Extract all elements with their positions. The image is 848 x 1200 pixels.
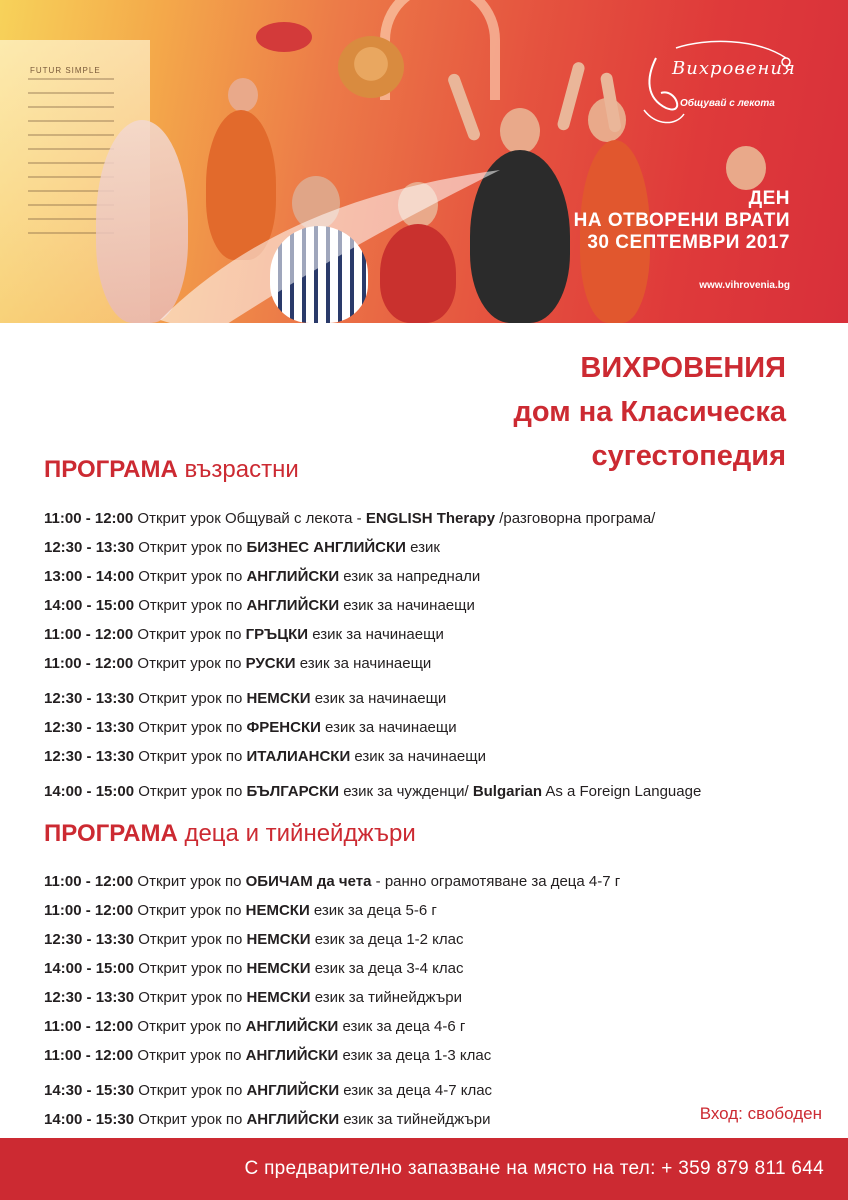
- straw-hat: [256, 22, 312, 52]
- schedule-text: Открит урок по: [133, 873, 246, 890]
- schedule-text: Открит урок по: [133, 626, 246, 643]
- schedule-row: [44, 902, 437, 919]
- raised-arm: [556, 61, 586, 132]
- schedule-language: АНГЛИЙСКИ: [246, 568, 340, 585]
- event-title-line: НА ОТВОРЕНИ ВРАТИ: [573, 210, 790, 231]
- schedule-text: език за начинаещи: [320, 719, 457, 736]
- schedule-row: [44, 931, 464, 948]
- schedule-text: език: [405, 539, 440, 556]
- schedule-language: РУСКИ: [245, 655, 296, 672]
- schedule-row: [44, 960, 464, 977]
- schedule-text: език за чужденци/: [339, 783, 473, 800]
- schedule-time: 11:00 - 12:00: [44, 1047, 134, 1064]
- schedule-time: 14:00 - 15:30: [44, 1111, 135, 1128]
- schedule-text: език за тийнейджъри: [310, 989, 462, 1006]
- schedule-time: 12:30 - 13:30: [44, 719, 135, 736]
- schedule-row: [44, 655, 431, 672]
- event-title: [574, 188, 790, 254]
- schedule-text: Открит урок по: [134, 539, 247, 556]
- schedule-text: език за начинаещи: [308, 626, 444, 643]
- heading-bold: ПРОГРАМА: [44, 456, 178, 483]
- schedule-time: 11:00 - 12:00: [44, 655, 134, 672]
- white-swoosh-decoration: [150, 120, 510, 323]
- schedule-text: Открит урок по: [134, 1111, 247, 1128]
- organization-name: ВИХРОВЕНИЯ: [580, 352, 786, 384]
- schedule-text: Открит урок по: [134, 931, 247, 948]
- schedule-text: Открит урок по: [133, 902, 246, 919]
- schedule-text: Открит урок по: [134, 568, 247, 585]
- schedule-text: Открит урок Общувай с лекота -: [133, 510, 366, 527]
- event-title-line: ДЕН: [748, 188, 790, 209]
- schedule-time: 11:00 - 12:00: [44, 1018, 134, 1035]
- kids-program-heading: [44, 820, 416, 848]
- adults-program-heading: [44, 456, 299, 484]
- schedule-text: Открит урок по: [134, 783, 247, 800]
- schedule-text: език за начинаещи: [339, 597, 475, 614]
- schedule-row: [44, 539, 440, 556]
- schedule-language: ГРЪЦКИ: [245, 626, 309, 643]
- schedule-language: АНГЛИЙСКИ: [246, 1082, 340, 1099]
- free-entry-note: Вход: свободен: [699, 1104, 822, 1123]
- schedule-language: ФРЕНСКИ: [246, 719, 321, 736]
- schedule-text: Открит урок по: [134, 748, 247, 765]
- schedule-row: [44, 510, 655, 527]
- schedule-row: [44, 873, 620, 890]
- brand-slogan: Общувай с лекота: [680, 98, 775, 109]
- schedule-time: 14:00 - 15:00: [44, 783, 135, 800]
- schedule-time: 13:00 - 14:00: [44, 568, 135, 585]
- schedule-time: 12:30 - 13:30: [44, 539, 135, 556]
- schedule-text: език за деца 1-3 клас: [338, 1047, 492, 1064]
- schedule-text: - ранно ограмотяване за деца 4-7 г: [371, 873, 621, 890]
- schedule-row: [44, 1047, 491, 1064]
- straw-hat: [338, 36, 404, 98]
- schedule-time: 14:00 - 15:00: [44, 597, 135, 614]
- schedule-text: език за деца 3-4 клас: [310, 960, 464, 977]
- schedule-text: As a Foreign Language: [542, 783, 702, 800]
- hero-banner: [0, 0, 848, 323]
- schedule-language: АНГЛИЙСКИ: [246, 597, 340, 614]
- schedule-language: НЕМСКИ: [246, 960, 311, 977]
- schedule-row: [44, 597, 475, 614]
- schedule-row: [44, 626, 444, 643]
- schedule-text: Открит урок по: [134, 960, 247, 977]
- schedule-row: [44, 748, 486, 765]
- schedule-time: 11:00 - 12:00: [44, 510, 134, 527]
- heading-rest: деца и тийнейджъри: [177, 820, 416, 847]
- schedule-time: 12:30 - 13:30: [44, 748, 135, 765]
- schedule-text: език за напреднали: [339, 568, 481, 585]
- heading-rest: възрастни: [177, 456, 299, 483]
- schedule-row: [44, 1111, 491, 1128]
- schedule-time: 11:00 - 12:00: [44, 626, 134, 643]
- schedule-time: 12:30 - 13:30: [44, 690, 135, 707]
- schedule-language: ENGLISH Therapy: [365, 510, 496, 527]
- schedule-row: [44, 719, 457, 736]
- schedule-text: Открит урок по: [134, 719, 247, 736]
- schedule-row: [44, 783, 701, 800]
- person-head: [228, 78, 258, 112]
- schedule-language: НЕМСКИ: [245, 902, 310, 919]
- schedule-text: Открит урок по: [133, 1047, 246, 1064]
- schedule-row: [44, 1018, 465, 1035]
- website-link[interactable]: www.vihrovenia.bg: [699, 280, 790, 291]
- schedule-text: Открит урок по: [133, 1018, 246, 1035]
- booking-phone-text[interactable]: С предварително запазване на място на тел: + 359 879 811 644: [244, 1158, 824, 1179]
- schedule-text: Открит урок по: [134, 989, 247, 1006]
- schedule-text: език за деца 1-2 клас: [310, 931, 464, 948]
- schedule-language: БЪЛГАРСКИ: [246, 783, 340, 800]
- schedule-time: 12:30 - 13:30: [44, 931, 135, 948]
- schedule-language: ОБИЧАМ да чета: [245, 873, 372, 890]
- schedule-time: 11:00 - 12:00: [44, 873, 134, 890]
- organization-subtitle: дом на Класическа: [513, 396, 786, 428]
- heading-bold: ПРОГРАМА: [44, 820, 178, 847]
- whiteboard-label: FUTUR SIMPLE: [30, 66, 101, 75]
- schedule-time: 11:00 - 12:00: [44, 902, 134, 919]
- schedule-language: АНГЛИЙСКИ: [245, 1047, 339, 1064]
- event-date: 30 СЕПТЕМВРИ 2017: [587, 232, 790, 253]
- schedule-text: език за тийнейджъри: [339, 1111, 491, 1128]
- organization-title: [513, 346, 786, 478]
- footer-bar: [0, 1138, 848, 1200]
- schedule-row: [44, 690, 446, 707]
- schedule-language: НЕМСКИ: [246, 989, 311, 1006]
- schedule-row: [44, 1082, 492, 1099]
- schedule-row: [44, 568, 480, 585]
- schedule-text: език за деца 5-6 г: [309, 902, 437, 919]
- schedule-language: НЕМСКИ: [246, 931, 311, 948]
- schedule-language: АНГЛИЙСКИ: [245, 1018, 339, 1035]
- schedule-text: език за деца 4-6 г: [338, 1018, 466, 1035]
- schedule-text: Открит урок по: [133, 655, 246, 672]
- brand-logo-name: Вихровения: [672, 58, 796, 79]
- schedule-text: Открит урок по: [134, 690, 247, 707]
- schedule-time: 14:00 - 15:00: [44, 960, 135, 977]
- schedule-text: език за деца 4-7 клас: [339, 1082, 493, 1099]
- organization-subtitle: сугестопедия: [591, 440, 786, 472]
- schedule-language: Bulgarian: [472, 783, 542, 800]
- schedule-language: НЕМСКИ: [246, 690, 311, 707]
- schedule-text: Открит урок по: [134, 597, 247, 614]
- schedule-time: 12:30 - 13:30: [44, 989, 135, 1006]
- schedule-language: ИТАЛИАНСКИ: [246, 748, 351, 765]
- schedule-text: Открит урок по: [134, 1082, 247, 1099]
- schedule-text: език за начинаещи: [350, 748, 486, 765]
- brand-logo-icon: [636, 38, 796, 128]
- schedule-language: БИЗНЕС АНГЛИЙСКИ: [246, 539, 406, 556]
- schedule-text: език за начинаещи: [310, 690, 447, 707]
- schedule-row: [44, 989, 462, 1006]
- schedule-text: /разговорна програма/: [495, 510, 656, 527]
- person-head: [726, 146, 766, 190]
- schedule-text: език за начинаещи: [295, 655, 432, 672]
- schedule-time: 14:30 - 15:30: [44, 1082, 135, 1099]
- schedule-language: АНГЛИЙСКИ: [246, 1111, 340, 1128]
